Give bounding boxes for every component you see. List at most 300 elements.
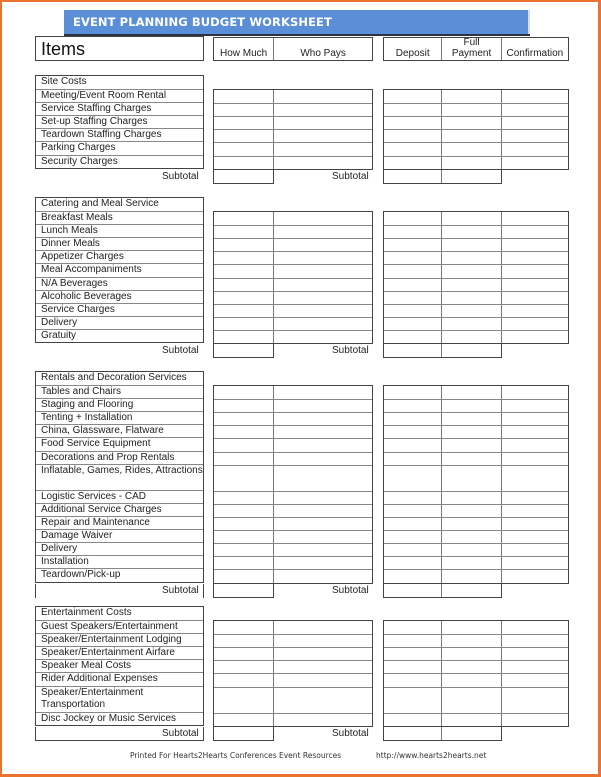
line-item: Rider Additional Expenses: [36, 672, 203, 685]
line-item: Repair and Maintenance: [36, 516, 203, 529]
grid-row: [214, 238, 372, 251]
entry-cell[interactable]: [274, 331, 372, 343]
entry-cell[interactable]: [214, 226, 274, 238]
entry-cell[interactable]: [442, 157, 501, 169]
entry-cell[interactable]: [502, 305, 568, 317]
entry-cell[interactable]: [214, 648, 274, 660]
entry-cell[interactable]: [384, 492, 442, 504]
entry-cell[interactable]: [214, 292, 274, 304]
entry-cell[interactable]: [384, 104, 442, 116]
subtotal-label: Subtotal: [162, 170, 199, 182]
entry-cell[interactable]: [442, 621, 501, 634]
entry-cell[interactable]: [384, 531, 442, 543]
entry-cell[interactable]: [502, 130, 568, 142]
grid-row: [214, 660, 372, 673]
entry-cell[interactable]: [214, 157, 274, 169]
entry-cell[interactable]: [502, 557, 568, 569]
entry-cell[interactable]: [384, 518, 442, 530]
entry-cell[interactable]: [384, 661, 442, 673]
entry-cell[interactable]: [384, 130, 442, 142]
entry-cell[interactable]: [274, 252, 372, 264]
grid-row: [384, 673, 568, 686]
entry-cell[interactable]: [214, 90, 274, 103]
entry-cell[interactable]: [274, 157, 372, 169]
section-items-table: [35, 197, 204, 343]
entry-cell[interactable]: [274, 492, 372, 504]
entry-cell[interactable]: [214, 635, 274, 647]
amount-grid: [213, 620, 373, 727]
line-item: Alcoholic Beverages: [36, 290, 203, 303]
entry-cell[interactable]: [274, 292, 372, 304]
entry-cell[interactable]: [502, 265, 568, 277]
entry-cell[interactable]: [384, 252, 442, 264]
entry-cell[interactable]: [384, 674, 442, 686]
entry-cell[interactable]: [502, 386, 568, 399]
entry-cell[interactable]: [384, 466, 442, 491]
entry-cell[interactable]: [442, 635, 501, 647]
grid-row: [384, 116, 568, 129]
entry-cell[interactable]: [274, 439, 372, 451]
entry-cell[interactable]: [502, 252, 568, 264]
entry-cell[interactable]: [442, 426, 501, 438]
subtotal-how-much-cell[interactable]: [213, 344, 274, 358]
line-item: Logistic Services - CAD: [36, 490, 203, 503]
entry-cell[interactable]: [384, 439, 442, 451]
grid-row: [384, 425, 568, 438]
line-item: Disc Jockey or Music Services: [36, 712, 203, 725]
grid-row: [384, 142, 568, 155]
left-column-header: [213, 37, 373, 61]
entry-cell[interactable]: [274, 544, 372, 556]
entry-cell[interactable]: [274, 426, 372, 438]
line-item: Speaker Meal Costs: [36, 659, 203, 672]
entry-cell[interactable]: [214, 239, 274, 251]
entry-cell[interactable]: [214, 557, 274, 569]
entry-cell[interactable]: [442, 674, 501, 686]
grid-row: [384, 569, 568, 582]
grid-row: [214, 264, 372, 277]
entry-cell[interactable]: [384, 226, 442, 238]
entry-cell[interactable]: [502, 661, 568, 673]
entry-cell[interactable]: [502, 212, 568, 225]
subtotal-label: Subtotal: [162, 727, 199, 739]
grid-row: [214, 530, 372, 543]
entry-cell[interactable]: [274, 212, 372, 225]
entry-cell[interactable]: [274, 386, 372, 399]
entry-cell[interactable]: [442, 252, 501, 264]
entry-cell[interactable]: [442, 130, 501, 142]
entry-cell[interactable]: [214, 453, 274, 465]
entry-cell[interactable]: [384, 90, 442, 103]
entry-cell[interactable]: [214, 518, 274, 530]
grid-row: [384, 330, 568, 343]
subtotal-label: Subtotal: [332, 727, 369, 739]
grid-row: [384, 251, 568, 264]
entry-cell[interactable]: [214, 426, 274, 438]
entry-cell[interactable]: [502, 90, 568, 103]
section-items-table: [35, 606, 204, 726]
entry-cell[interactable]: [384, 635, 442, 647]
grid-row: [214, 465, 372, 491]
entry-cell[interactable]: [502, 226, 568, 238]
entry-cell[interactable]: [214, 318, 274, 330]
entry-cell[interactable]: [502, 292, 568, 304]
entry-cell[interactable]: [214, 413, 274, 425]
entry-cell[interactable]: [502, 439, 568, 451]
entry-cell[interactable]: [502, 400, 568, 412]
section-header: Entertainment Costs: [41, 607, 132, 618]
entry-cell[interactable]: [274, 635, 372, 647]
column-header-confirmation: Confirmation: [506, 48, 564, 59]
line-item: Additional Service Charges: [36, 503, 203, 516]
entry-cell[interactable]: [384, 648, 442, 660]
entry-cell[interactable]: [384, 318, 442, 330]
entry-cell[interactable]: [384, 557, 442, 569]
entry-cell[interactable]: [274, 130, 372, 142]
entry-cell[interactable]: [442, 531, 501, 543]
entry-cell[interactable]: [442, 226, 501, 238]
grid-row: [384, 278, 568, 291]
entry-cell[interactable]: [274, 688, 372, 713]
grid-row: [384, 491, 568, 504]
entry-cell[interactable]: [442, 544, 501, 556]
grid-row: [384, 543, 568, 556]
entry-cell[interactable]: [274, 400, 372, 412]
entry-cell[interactable]: [442, 413, 501, 425]
grid-row: [384, 225, 568, 238]
entry-cell[interactable]: [502, 544, 568, 556]
subtotal-entry-cell[interactable]: [442, 170, 501, 183]
grid-row: [384, 438, 568, 451]
entry-cell[interactable]: [384, 714, 442, 726]
grid-row: [384, 90, 568, 103]
entry-cell[interactable]: [274, 466, 372, 491]
line-item: Lunch Meals: [36, 224, 203, 237]
entry-cell[interactable]: [442, 453, 501, 465]
grid-row: [384, 238, 568, 251]
entry-cell[interactable]: [274, 413, 372, 425]
entry-cell[interactable]: [214, 466, 274, 491]
entry-cell[interactable]: [214, 492, 274, 504]
entry-cell[interactable]: [214, 130, 274, 142]
entry-cell[interactable]: [502, 104, 568, 116]
items-header-label: Items: [41, 39, 86, 59]
entry-cell[interactable]: [442, 318, 501, 330]
entry-cell[interactable]: [502, 117, 568, 129]
subtotal-label: Subtotal: [332, 345, 369, 357]
entry-cell[interactable]: [274, 518, 372, 530]
entry-cell[interactable]: [214, 400, 274, 412]
line-item: Teardown/Pick-up: [36, 568, 203, 581]
grid-row: [384, 386, 568, 399]
entry-cell[interactable]: [502, 239, 568, 251]
grid-row: [384, 504, 568, 517]
entry-cell[interactable]: [502, 426, 568, 438]
entry-cell[interactable]: [502, 331, 568, 343]
grid-row: [384, 660, 568, 673]
section-header: Site Costs: [41, 76, 87, 87]
subtotal-entry-cell[interactable]: [442, 344, 501, 357]
grid-row: [214, 543, 372, 556]
entry-cell[interactable]: [442, 505, 501, 517]
subtotal-how-much-cell[interactable]: [213, 170, 274, 184]
entry-cell[interactable]: [442, 661, 501, 673]
entry-cell[interactable]: [274, 453, 372, 465]
line-item: Delivery: [36, 542, 203, 555]
grid-row: [384, 713, 568, 726]
grid-row: [214, 90, 372, 103]
entry-cell[interactable]: [384, 400, 442, 412]
entry-cell[interactable]: [442, 305, 501, 317]
entry-cell[interactable]: [214, 265, 274, 277]
grid-row: [384, 412, 568, 425]
entry-cell[interactable]: [274, 505, 372, 517]
grid-row: [214, 142, 372, 155]
entry-cell[interactable]: [442, 143, 501, 155]
entry-cell[interactable]: [442, 90, 501, 103]
entry-cell[interactable]: [502, 674, 568, 686]
entry-cell[interactable]: [442, 239, 501, 251]
entry-cell[interactable]: [384, 505, 442, 517]
entry-cell[interactable]: [502, 621, 568, 634]
entry-cell[interactable]: [214, 688, 274, 713]
entry-cell[interactable]: [384, 688, 442, 713]
line-item: Staging and Flooring: [36, 398, 203, 411]
entry-cell[interactable]: [214, 279, 274, 291]
entry-cell[interactable]: [214, 212, 274, 225]
entry-cell[interactable]: [502, 688, 568, 713]
subtotal-label: Subtotal: [332, 584, 369, 596]
grid-row: [384, 517, 568, 530]
entry-cell[interactable]: [214, 439, 274, 451]
line-item: Service Staffing Charges: [36, 102, 203, 115]
grid-row: [214, 317, 372, 330]
grid-row: [214, 129, 372, 142]
line-item: N/A Beverages: [36, 277, 203, 290]
entry-cell[interactable]: [502, 570, 568, 582]
grid-row: [214, 713, 372, 726]
entry-cell[interactable]: [442, 292, 501, 304]
entry-cell[interactable]: [502, 518, 568, 530]
entry-cell[interactable]: [442, 466, 501, 491]
subtotal-entry-cell[interactable]: [384, 170, 442, 183]
grid-row: [214, 687, 372, 713]
entry-cell[interactable]: [442, 688, 501, 713]
entry-cell[interactable]: [214, 505, 274, 517]
entry-cell[interactable]: [214, 661, 274, 673]
entry-cell[interactable]: [274, 117, 372, 129]
column-header-how-much: How Much: [214, 38, 274, 60]
entry-cell[interactable]: [384, 305, 442, 317]
entry-cell[interactable]: [442, 117, 501, 129]
line-item: Gratuity: [36, 329, 203, 342]
subtotal-how-much-cell[interactable]: [213, 727, 274, 741]
entry-cell[interactable]: [442, 648, 501, 660]
entry-cell[interactable]: [502, 714, 568, 726]
entry-cell[interactable]: [214, 714, 274, 726]
column-header-who-pays: Who Pays: [300, 48, 346, 59]
line-item: Meal Accompaniments: [36, 263, 203, 276]
entry-cell[interactable]: [442, 279, 501, 291]
entry-cell[interactable]: [384, 570, 442, 582]
entry-cell[interactable]: [384, 212, 442, 225]
line-item: Speaker/Entertainment Airfare: [36, 646, 203, 659]
amount-grid: [213, 211, 373, 344]
entry-cell[interactable]: [214, 331, 274, 343]
entry-cell[interactable]: [384, 413, 442, 425]
line-item: Parking Charges: [36, 141, 203, 154]
entry-cell[interactable]: [384, 331, 442, 343]
entry-cell[interactable]: [214, 570, 274, 582]
entry-cell[interactable]: [442, 265, 501, 277]
entry-cell[interactable]: [384, 426, 442, 438]
section-header: Rentals and Decoration Services: [41, 372, 187, 383]
entry-cell[interactable]: [442, 400, 501, 412]
entry-cell[interactable]: [442, 386, 501, 399]
entry-cell[interactable]: [502, 157, 568, 169]
entry-cell[interactable]: [384, 292, 442, 304]
entry-cell[interactable]: [274, 661, 372, 673]
line-item: Breakfast Meals: [36, 211, 203, 224]
grid-row: [214, 621, 372, 634]
entry-cell[interactable]: [274, 714, 372, 726]
entry-cell[interactable]: [214, 104, 274, 116]
line-item: Dinner Meals: [36, 237, 203, 250]
line-item: Appetizer Charges: [36, 250, 203, 263]
line-item: Speaker/Entertainment Lodging: [36, 633, 203, 646]
subtotal-entry-cell[interactable]: [384, 727, 442, 740]
entry-cell[interactable]: [274, 674, 372, 686]
entry-cell[interactable]: [442, 518, 501, 530]
entry-cell[interactable]: [384, 265, 442, 277]
entry-cell[interactable]: [502, 453, 568, 465]
subtotal-entry-cell[interactable]: [384, 584, 442, 597]
entry-cell[interactable]: [274, 265, 372, 277]
entry-cell[interactable]: [442, 104, 501, 116]
grid-row: [214, 251, 372, 264]
entry-cell[interactable]: [502, 531, 568, 543]
subtotal-label: Subtotal: [332, 170, 369, 182]
subtotal-payment-cells: [383, 584, 502, 598]
column-header-full-payment: [442, 38, 501, 60]
line-item: Food Service Equipment: [36, 437, 203, 450]
entry-cell[interactable]: [502, 318, 568, 330]
entry-cell[interactable]: [502, 466, 568, 491]
entry-cell[interactable]: [384, 157, 442, 169]
entry-cell[interactable]: [502, 413, 568, 425]
entry-cell[interactable]: [502, 143, 568, 155]
grid-row: [384, 129, 568, 142]
entry-cell[interactable]: [274, 279, 372, 291]
grid-row: [214, 103, 372, 116]
subtotal-entry-cell[interactable]: [384, 344, 442, 357]
grid-row: [214, 438, 372, 451]
grid-row: [214, 304, 372, 317]
entry-cell[interactable]: [384, 621, 442, 634]
entry-cell[interactable]: [384, 239, 442, 251]
entry-cell[interactable]: [502, 635, 568, 647]
grid-row: [384, 317, 568, 330]
entry-cell[interactable]: [274, 305, 372, 317]
grid-row: [214, 634, 372, 647]
entry-cell[interactable]: [214, 674, 274, 686]
grid-row: [384, 452, 568, 465]
entry-cell[interactable]: [384, 117, 442, 129]
entry-cell[interactable]: [384, 453, 442, 465]
grid-row: [384, 103, 568, 116]
items-header: [35, 36, 204, 61]
grid-row: [384, 156, 568, 169]
entry-cell[interactable]: [274, 104, 372, 116]
entry-cell[interactable]: [214, 386, 274, 399]
entry-cell[interactable]: [384, 386, 442, 399]
entry-cell[interactable]: [442, 439, 501, 451]
subtotal-payment-cells: [383, 727, 502, 741]
entry-cell[interactable]: [442, 492, 501, 504]
line-item: Meeting/Event Room Rental: [36, 89, 203, 102]
right-column-header: [383, 37, 569, 61]
payment-grid: [383, 211, 569, 344]
entry-cell[interactable]: [274, 621, 372, 634]
entry-cell[interactable]: [274, 648, 372, 660]
grid-row: [214, 504, 372, 517]
grid-row: [214, 225, 372, 238]
line-item: Tenting + Installation: [36, 411, 203, 424]
entry-cell[interactable]: [502, 279, 568, 291]
entry-cell[interactable]: [384, 279, 442, 291]
subtotal-how-much-cell[interactable]: [213, 584, 274, 598]
entry-cell[interactable]: [274, 143, 372, 155]
entry-cell[interactable]: [274, 239, 372, 251]
entry-cell[interactable]: [384, 544, 442, 556]
footer-printed-for: Printed For Hearts2Hearts Conferences Event Resources: [130, 751, 342, 760]
grid-row: [214, 412, 372, 425]
line-item: Decorations and Prop Rentals: [36, 451, 203, 464]
entry-cell[interactable]: [214, 621, 274, 634]
entry-cell[interactable]: [502, 505, 568, 517]
entry-cell[interactable]: [274, 318, 372, 330]
entry-cell[interactable]: [274, 90, 372, 103]
entry-cell[interactable]: [442, 714, 501, 726]
line-item: Security Charges: [36, 155, 203, 168]
subtotal-entry-cell[interactable]: [442, 584, 501, 597]
amount-grid: [213, 89, 373, 170]
entry-cell[interactable]: [214, 252, 274, 264]
entry-cell[interactable]: [214, 544, 274, 556]
entry-cell[interactable]: [214, 305, 274, 317]
entry-cell[interactable]: [502, 492, 568, 504]
entry-cell[interactable]: [274, 531, 372, 543]
entry-cell[interactable]: [274, 570, 372, 582]
entry-cell[interactable]: [274, 226, 372, 238]
entry-cell[interactable]: [502, 648, 568, 660]
footer-url[interactable]: http://www.hearts2hearts.net: [376, 751, 487, 760]
entry-cell[interactable]: [214, 531, 274, 543]
subtotal-entry-cell[interactable]: [442, 727, 501, 740]
entry-cell[interactable]: [442, 331, 501, 343]
entry-cell[interactable]: [442, 557, 501, 569]
entry-cell[interactable]: [214, 117, 274, 129]
entry-cell[interactable]: [214, 143, 274, 155]
entry-cell[interactable]: [274, 557, 372, 569]
grid-row: [214, 278, 372, 291]
line-item: Inflatable, Games, Rides, Attractions: [36, 464, 203, 490]
grid-row: [384, 304, 568, 317]
entry-cell[interactable]: [442, 212, 501, 225]
entry-cell[interactable]: [384, 143, 442, 155]
entry-cell[interactable]: [442, 570, 501, 582]
grid-row: [384, 634, 568, 647]
